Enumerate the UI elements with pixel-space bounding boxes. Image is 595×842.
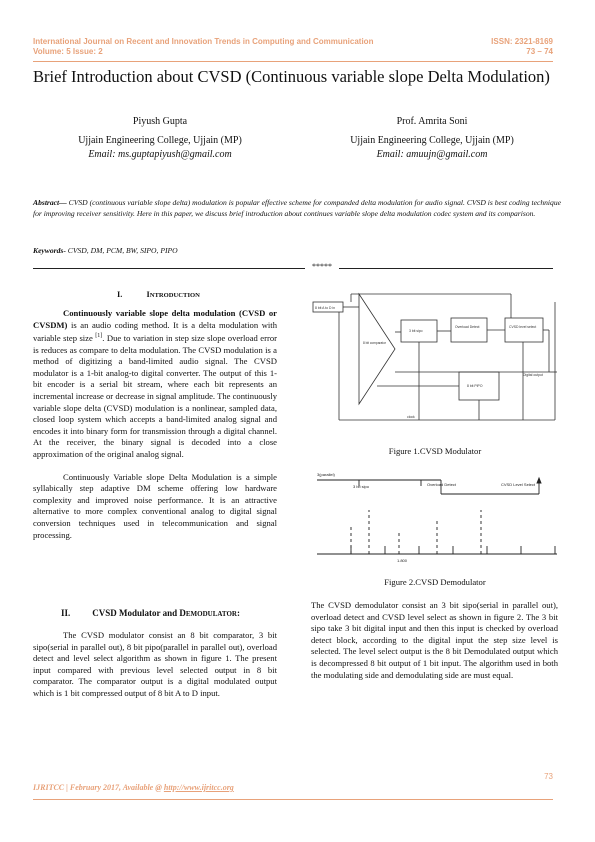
separator-line-right: [339, 268, 553, 269]
section-title-rest: NTRODUCTION: [149, 292, 200, 299]
section-title-rest: EMODULATOR: [185, 610, 237, 618]
footer-rule: [33, 799, 553, 800]
section-2-body: [33, 630, 277, 700]
intro-text-b: . Due to variation in step size slope overload error is reduces as compare to delta modulation. The CVSD modulation is a method of digitizing a band-limited audio signal. The CVSD modulator is a 1-bit analog-to digital converter. The output of this 1-bit encoder is a serial bit stream, where each bit represents an incremental increase or decrease in signal amplitude. The continuously variable slope delta (CVSD) modulation is a nonlinear, sampled data, closed loop system which accepts a band-limited analog signal and encodes it into binary form for transmission through a digital channel. At the receiver, the binary signal is decoded into a close approximation of the original analog signal.: [33, 333, 278, 459]
footer-link[interactable]: http://www.ijritcc.org: [163, 783, 234, 792]
page-number: 73: [544, 772, 553, 781]
footer-label: IJRITCC | February 2017, Available @: [33, 783, 164, 792]
author-name: Prof. Amrita Soni: [396, 116, 468, 127]
fig2-overload-label: Overload Detect: [427, 482, 456, 487]
section-1-body: [33, 308, 277, 541]
fig1-comparator-label: 8 bit comparator: [363, 341, 387, 345]
figure-1-diagram: [311, 292, 559, 430]
fig1-cvsd-label: CVSD level select: [509, 325, 537, 329]
author-email: Email: ms.guptapiyush@gmail.com: [88, 149, 232, 160]
intro-paragraph-2: Continuously Variable slope Delta Modulation is a simple syllabically step adaptive DM scheme offering low hardware complexity and improved noise performance. It is an attractive alternative to more complex conventional analog to digital signal conversion techniques used in telecommunication and signal processing.: [33, 471, 277, 540]
author-block-2: [332, 115, 532, 163]
footer-text: [33, 783, 234, 792]
section-title-initial: D: [179, 608, 186, 618]
keywords-label: Keywords-: [33, 246, 66, 255]
demodulator-paragraph: The CVSD demodulator consist an 3 bit sipo(serial in parallel out), overload detect and CVSD level select as shown in figure 2. The 3 bit sipo take 3 bit digital input and then this input is checked by overload detect block, according to the digital input the step size level is selected. The level select output is the 8 bit Demodulated output which is decompressed 8 bit output of 1 bit input. The algorithm used in both the modulating side and demodulating side are must equal.: [311, 600, 558, 680]
section-2-heading: [61, 608, 240, 618]
page-range: 73 – 74: [526, 47, 553, 56]
section-number: II.: [61, 608, 71, 618]
figure-2-diagram: [311, 466, 559, 570]
section-1-heading: [117, 290, 200, 299]
fig1-overload-label: Overload Detect: [455, 325, 480, 329]
issn: ISSN: 2321-8169: [491, 37, 553, 46]
abstract-label: Abstract—: [33, 198, 67, 207]
abstract: [33, 197, 561, 219]
paper-title: Brief Introduction about CVSD (Continuous variable slope Delta Modulation): [33, 67, 550, 86]
fig2-cvsd-label: CVSD Level Select: [501, 482, 536, 487]
abstract-text: CVSD (continuous variable slope delta) modulation is popular effective scheme for companded delta modulation for audio signal. CVSD is best coding technique for improving receiver sensitivity. Here in this paper, we discuss brief introduction about continues variable slope delta modulation codec system and its comparison.: [33, 198, 561, 218]
separator-line-left: [33, 268, 305, 269]
author-email: Email: amuujn@gmail.com: [376, 149, 488, 160]
fig2-clock-label: 1.800: [397, 558, 408, 563]
fig1-output-label: Digital output: [523, 373, 543, 377]
demodulator-body: [311, 600, 558, 681]
author-name: Piyush Gupta: [132, 116, 188, 127]
figure-2-caption: Figure 2.CVSD Demodulator: [384, 577, 486, 587]
comparator-triangle: [359, 294, 395, 404]
fig1-clock-label: clock: [407, 415, 415, 419]
fig2-input-label: 3(parallel): [317, 472, 335, 477]
author-block-1: [60, 115, 260, 163]
fig1-input-label: 8 bit A to D in: [315, 306, 335, 310]
header-rule: [33, 61, 553, 62]
figure-1-caption: Figure 1.CVSD Modulator: [388, 446, 482, 456]
author-affiliation: Ujjain Engineering College, Ujjain (MP): [350, 134, 514, 146]
intro-bold-term: Continuously variable slope delta modulation (CVSD or CVSDM): [33, 308, 277, 330]
fig2-sipo-label: 3 bit sipo: [353, 484, 370, 489]
section-title-a: CVSD Modulator and: [92, 608, 180, 618]
section-number: I.: [117, 290, 123, 299]
author-affiliation: Ujjain Engineering College, Ujjain (MP): [78, 134, 242, 146]
intro-paragraph-1: [33, 308, 277, 461]
section-title-end: :: [236, 608, 240, 618]
keywords: [33, 246, 561, 256]
citation-ref: [1]: [95, 333, 103, 340]
cvsd-box: [505, 318, 543, 342]
overload-box: [451, 318, 487, 342]
fig1-pipo-label: 8 bit PIPO: [467, 384, 483, 388]
section-title-initial: I: [146, 290, 150, 299]
modulator-paragraph: The CVSD modulator consist an 8 bit comparator, 3 bit sipo(serial in parallel out), 8 bit pipo(parallel in parallel out), overload detect and level select algorithm as shown in figure 1. The present input compared with previous level selected output in 8 bit comparator. The comparator output is a digital modulated output which is 1 bit compressed output of 8 bit A to D input.: [33, 630, 277, 698]
fig1-sipo-label: 3 bit sipo: [409, 329, 423, 333]
intro-text-a: is an audio coding method. It is a delta modulation with variable step size: [33, 319, 277, 344]
volume-issue: Volume: 5 Issue: 2: [33, 47, 103, 56]
journal-name: International Journal on Recent and Innovation Trends in Computing and Communication: [33, 37, 374, 46]
keywords-text: CVSD, DM, PCM, BW, SIPO, PIPO: [65, 246, 178, 255]
separator-stars: *****: [312, 262, 332, 271]
